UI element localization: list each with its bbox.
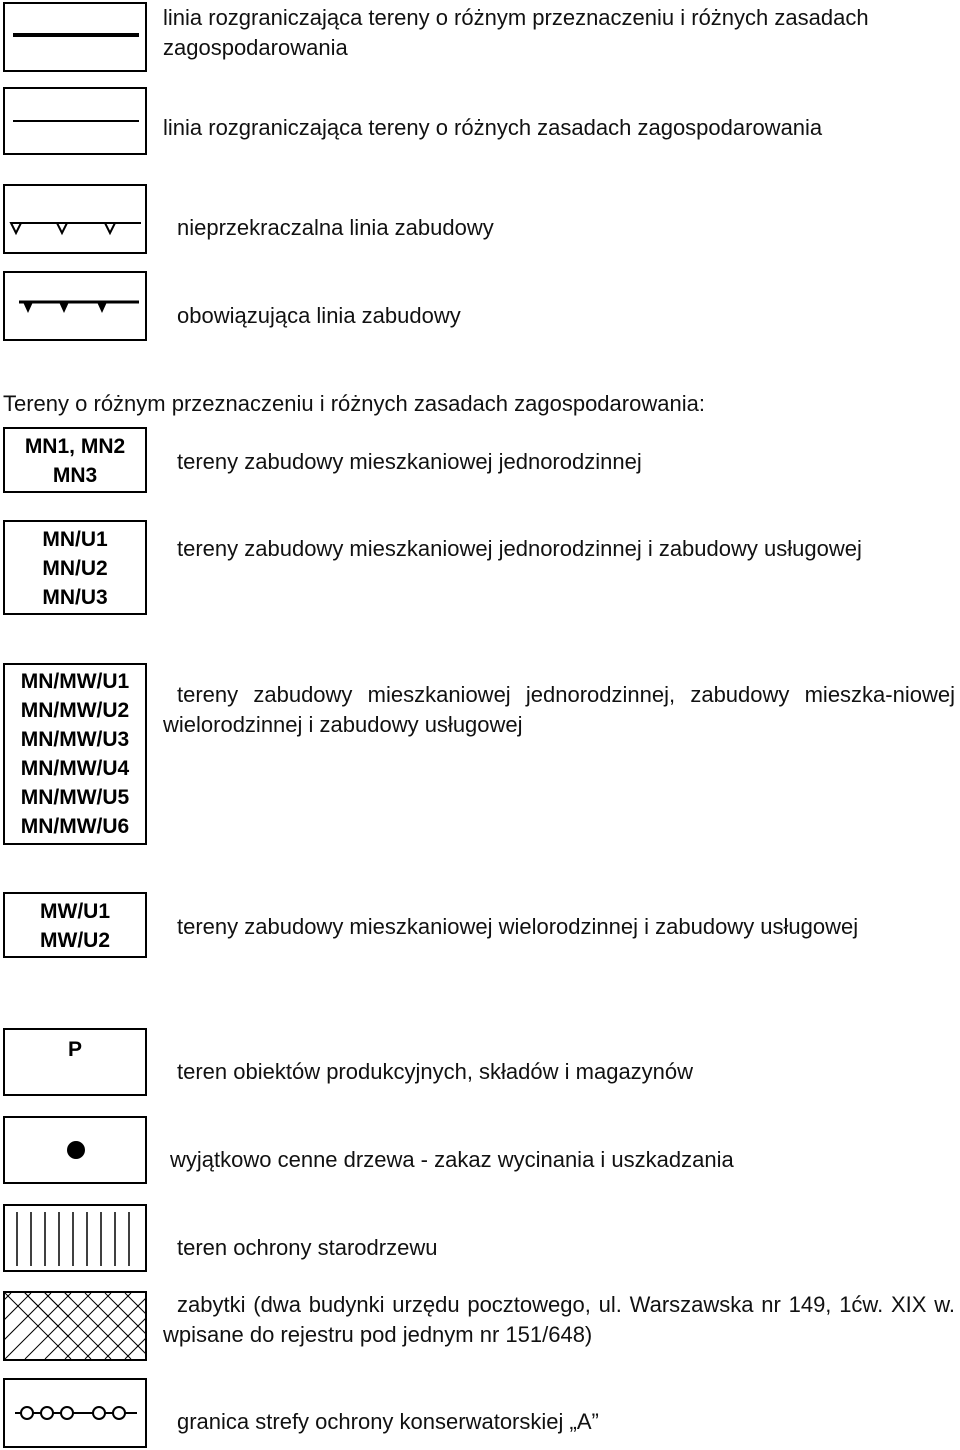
symbol-mnmwu — [3, 663, 147, 845]
code-mnu-3: MN/U3 — [42, 586, 108, 609]
tree-dot-icon — [5, 1118, 149, 1186]
thin-line-icon — [5, 89, 149, 157]
circle-chain-line-icon — [5, 1380, 149, 1450]
desc-boundary-rules: linia rozgraniczająca tereny o różnych zasadach zagospodarowania — [163, 115, 823, 140]
code-mnmwu-5: MN/MW/U5 — [20, 786, 130, 809]
desc-mnmwu: tereny zabudowy mieszkaniowej jednorodzinnej, zabudowy mieszka-niowej wielorodzinnej i zabudowy usługowej — [163, 682, 955, 737]
code-mnmwu-1: MN/MW/U1 — [20, 670, 130, 693]
code-mwu-1: MW/U1 — [40, 900, 110, 923]
symbol-old-trees — [3, 1204, 147, 1272]
symbol-boundary-rules — [3, 87, 147, 155]
code-mnu-1: MN/U1 — [42, 528, 108, 551]
desc-old-trees: teren ochrony starodrzewu — [177, 1235, 438, 1260]
symbol-p — [3, 1028, 147, 1096]
code-mwu-2: MW/U2 — [40, 929, 110, 952]
desc-conservation: granica strefy ochrony konserwatorskiej „A” — [177, 1409, 599, 1434]
desc-build-line-mandatory: obowiązująca linia zabudowy — [177, 303, 461, 328]
section-heading: Tereny o różnym przeznaczeniu i różnych zasadach zagospodarowania: — [3, 391, 705, 416]
symbol-mwu — [3, 892, 147, 958]
code-mn-2: MN3 — [52, 464, 98, 487]
symbol-conservation — [3, 1378, 147, 1448]
vertical-hatch-icon — [5, 1206, 149, 1274]
desc-boundary-purpose: linia rozgraniczająca tereny o różnym przeznaczeniu i różnych zasadach zagospodarowania — [163, 5, 869, 60]
code-mn-1: MN1, MN2 — [24, 435, 126, 458]
symbol-monuments — [3, 1291, 147, 1361]
code-mnmwu-3: MN/MW/U3 — [20, 728, 130, 751]
crosshatch-icon — [5, 1293, 149, 1363]
code-mnu-2: MN/U2 — [42, 557, 108, 580]
code-p: P — [67, 1038, 82, 1061]
code-mnmwu-2: MN/MW/U2 — [20, 699, 130, 722]
desc-monuments: zabytki (dwa budynki urzędu pocztowego, ul. Warszawska nr 149, 1ćw. XIX w. wpisane do rejestru pod jednym nr 151/648) — [163, 1292, 955, 1347]
desc-build-line-nonexceed: nieprzekraczalna linia zabudowy — [177, 215, 494, 240]
desc-mn: tereny zabudowy mieszkaniowej jednorodzinnej — [177, 449, 642, 474]
code-mnmwu-4: MN/MW/U4 — [20, 757, 130, 780]
symbol-build-line-mandatory — [3, 271, 147, 341]
symbol-mn — [3, 427, 147, 493]
filled-triangle-line-icon — [5, 273, 149, 343]
desc-p: teren obiektów produkcyjnych, składów i magazynów — [177, 1059, 694, 1084]
desc-mwu: tereny zabudowy mieszkaniowej wielorodzinnej i zabudowy usługowej — [177, 914, 859, 939]
symbol-trees — [3, 1116, 147, 1184]
code-mnmwu-6: MN/MW/U6 — [20, 815, 130, 838]
desc-trees: wyjątkowo cenne drzewa - zakaz wycinania i uszkadzania — [170, 1147, 734, 1172]
symbol-build-line-nonexceed — [3, 184, 147, 254]
symbol-mnu — [3, 520, 147, 615]
thick-line-icon — [5, 4, 149, 74]
desc-mnu: tereny zabudowy mieszkaniowej jednorodzinnej i zabudowy usługowej — [177, 536, 862, 561]
open-triangle-line-icon — [5, 186, 149, 256]
symbol-boundary-purpose — [3, 2, 147, 72]
